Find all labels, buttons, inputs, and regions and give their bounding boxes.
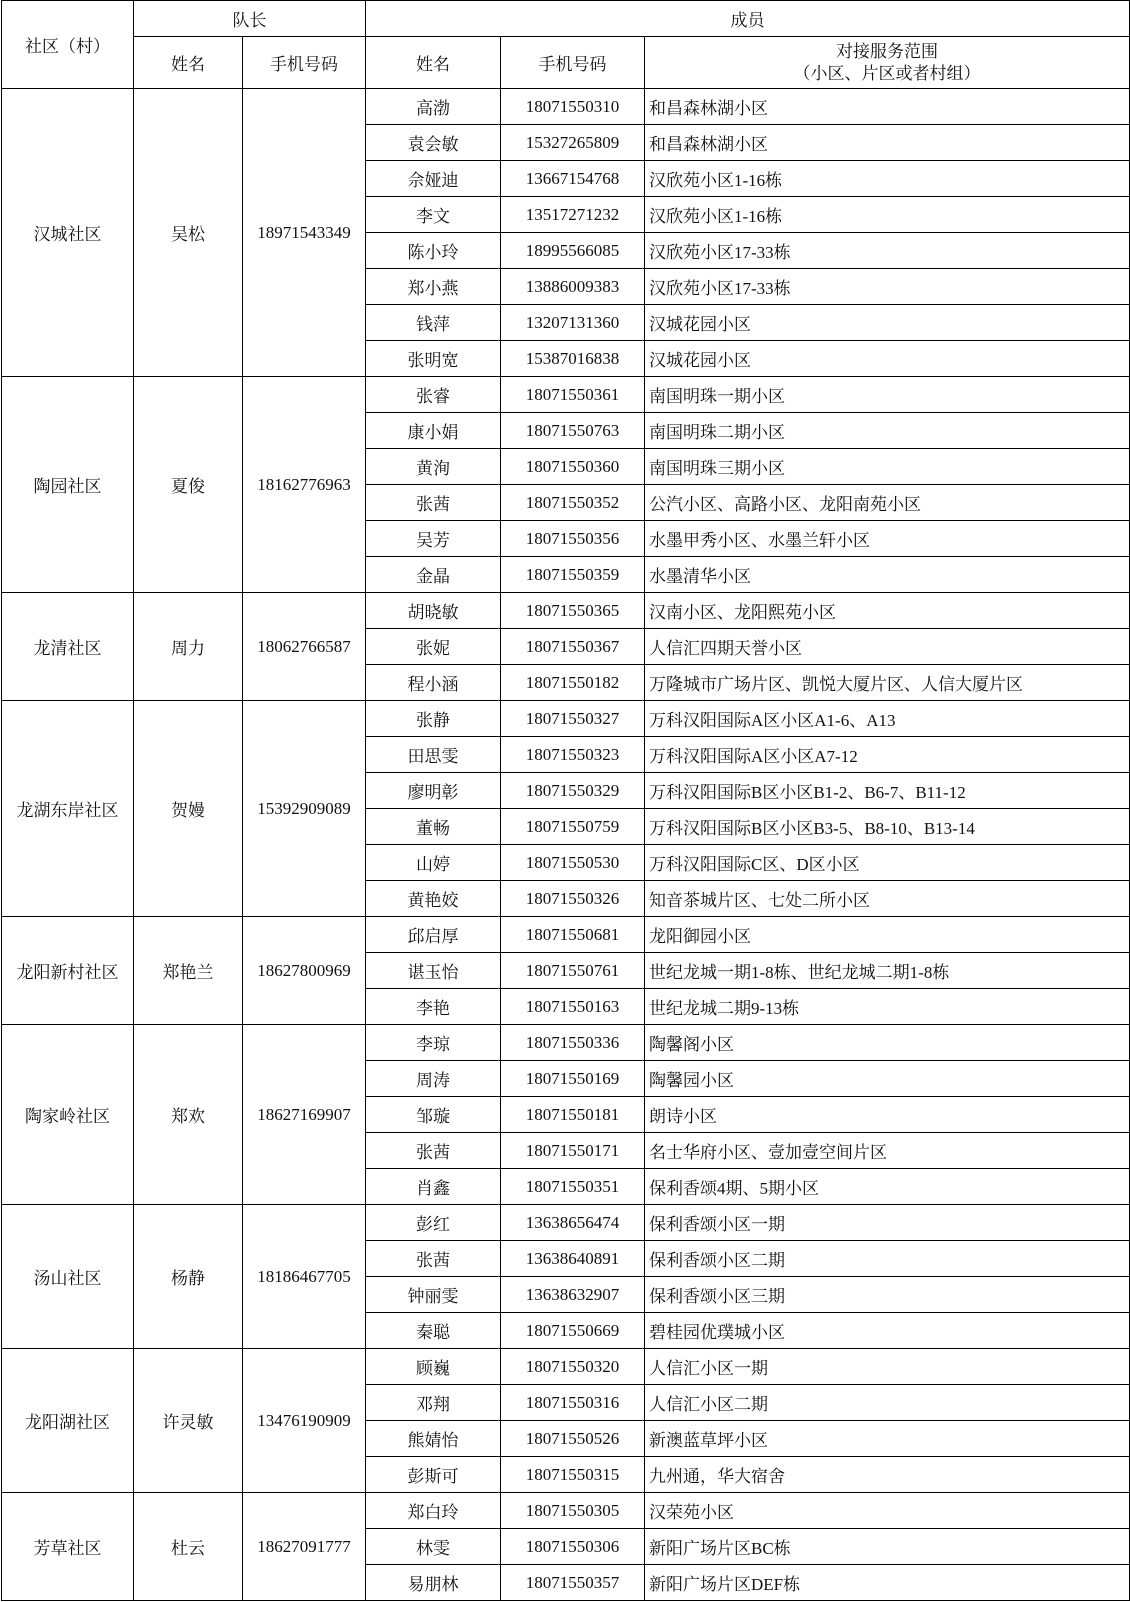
member-name-cell: 秦聪 [366, 1313, 501, 1349]
member-phone-cell: 18071550357 [501, 1565, 645, 1601]
service-area-cell: 保利香颂小区三期 [645, 1277, 1130, 1313]
member-name-cell: 董畅 [366, 809, 501, 845]
service-area-cell: 知音茶城片区、七处二所小区 [645, 881, 1130, 917]
service-area-cell: 公汽小区、高路小区、龙阳南苑小区 [645, 485, 1130, 521]
member-name-cell: 邱启厚 [366, 917, 501, 953]
member-name-cell: 周涛 [366, 1061, 501, 1097]
table-row [2, 701, 1130, 737]
captain-phone-cell: 18627169907 [243, 1025, 366, 1205]
member-name-cell: 袁会敏 [366, 125, 501, 161]
service-area-cell: 水墨清华小区 [645, 557, 1130, 593]
service-area-cell: 汉欣苑小区1-16栋 [645, 161, 1130, 197]
service-area-cell: 保利香颂小区一期 [645, 1205, 1130, 1241]
member-phone-cell: 18071550305 [501, 1493, 645, 1529]
service-area-cell: 世纪龙城一期1-8栋、世纪龙城二期1-8栋 [645, 953, 1130, 989]
member-phone-cell: 18071550163 [501, 989, 645, 1025]
member-name-cell: 顾巍 [366, 1349, 501, 1385]
member-phone-cell: 18071550530 [501, 845, 645, 881]
member-name-cell: 张静 [366, 701, 501, 737]
member-phone-cell: 13667154768 [501, 161, 645, 197]
captain-phone-cell: 18627091777 [243, 1493, 366, 1601]
member-phone-cell: 18071550306 [501, 1529, 645, 1565]
member-phone-cell: 18071550351 [501, 1169, 645, 1205]
community-name-cell: 汉城社区 [2, 89, 134, 377]
service-area-cell: 万科汉阳国际B区小区B3-5、B8-10、B13-14 [645, 809, 1130, 845]
service-area-cell: 朗诗小区 [645, 1097, 1130, 1133]
captain-phone-cell: 18162776963 [243, 377, 366, 593]
header-member-phone: 手机号码 [501, 37, 645, 89]
service-area-cell: 世纪龙城二期9-13栋 [645, 989, 1130, 1025]
member-name-cell: 山婷 [366, 845, 501, 881]
member-phone-cell: 13207131360 [501, 305, 645, 341]
service-area-cell: 汉城花园小区 [645, 305, 1130, 341]
header-captain-phone: 手机号码 [243, 37, 366, 89]
community-name-cell: 陶家岭社区 [2, 1025, 134, 1205]
service-area-cell: 南国明珠三期小区 [645, 449, 1130, 485]
member-name-cell: 易朋林 [366, 1565, 501, 1601]
service-area-cell: 名士华府小区、壹加壹空间片区 [645, 1133, 1130, 1169]
captain-phone-cell: 18627800969 [243, 917, 366, 1025]
member-name-cell: 田思雯 [366, 737, 501, 773]
captain-name-cell: 郑欢 [134, 1025, 243, 1205]
member-name-cell: 康小娟 [366, 413, 501, 449]
member-phone-cell: 18071550329 [501, 773, 645, 809]
captain-name-cell: 许灵敏 [134, 1349, 243, 1493]
member-name-cell: 林雯 [366, 1529, 501, 1565]
member-phone-cell: 18071550182 [501, 665, 645, 701]
table-row [2, 917, 1130, 953]
member-phone-cell: 13638656474 [501, 1205, 645, 1241]
service-area-cell: 万科汉阳国际C区、D区小区 [645, 845, 1130, 881]
table-row [2, 1349, 1130, 1385]
member-phone-cell: 13638640891 [501, 1241, 645, 1277]
header-community: 社区（村） [2, 1, 134, 89]
service-area-cell: 和昌森林湖小区 [645, 125, 1130, 161]
member-phone-cell: 13517271232 [501, 197, 645, 233]
captain-name-cell: 杨静 [134, 1205, 243, 1349]
member-phone-cell: 18071550360 [501, 449, 645, 485]
service-area-cell: 陶馨阁小区 [645, 1025, 1130, 1061]
member-phone-cell: 18071550361 [501, 377, 645, 413]
member-name-cell: 张茜 [366, 485, 501, 521]
header-member-group: 成员 [366, 1, 1130, 37]
service-area-cell: 汉欣苑小区17-33栋 [645, 269, 1130, 305]
member-name-cell: 邓翔 [366, 1385, 501, 1421]
service-area-cell: 汉南小区、龙阳熙苑小区 [645, 593, 1130, 629]
member-phone-cell: 18995566085 [501, 233, 645, 269]
captain-phone-cell: 13476190909 [243, 1349, 366, 1493]
member-phone-cell: 18071550326 [501, 881, 645, 917]
header-captain-group: 队长 [134, 1, 366, 37]
member-name-cell: 张明宽 [366, 341, 501, 377]
captain-name-cell: 贺嫚 [134, 701, 243, 917]
service-area-cell: 万科汉阳国际A区小区A1-6、A13 [645, 701, 1130, 737]
member-name-cell: 李琼 [366, 1025, 501, 1061]
service-area-cell: 新阳广场片区DEF栋 [645, 1565, 1130, 1601]
table-row [2, 1493, 1130, 1529]
member-name-cell: 金晶 [366, 557, 501, 593]
member-name-cell: 熊婧怡 [366, 1421, 501, 1457]
member-name-cell: 郑小燕 [366, 269, 501, 305]
header-scope-line2: （小区、片区或者村组） [793, 63, 981, 84]
member-name-cell: 钟丽雯 [366, 1277, 501, 1313]
community-name-cell: 龙阳新村社区 [2, 917, 134, 1025]
service-area-cell: 万科汉阳国际B区小区B1-2、B6-7、B11-12 [645, 773, 1130, 809]
member-name-cell: 张妮 [366, 629, 501, 665]
service-area-cell: 汉城花园小区 [645, 341, 1130, 377]
community-team-table [1, 0, 1130, 1601]
captain-name-cell: 郑艳兰 [134, 917, 243, 1025]
member-phone-cell: 18071550181 [501, 1097, 645, 1133]
member-phone-cell: 18071550171 [501, 1133, 645, 1169]
service-area-cell: 汉荣苑小区 [645, 1493, 1130, 1529]
table-row [2, 377, 1130, 413]
community-name-cell: 龙湖东岸社区 [2, 701, 134, 917]
member-phone-cell: 18071550669 [501, 1313, 645, 1349]
member-name-cell: 张睿 [366, 377, 501, 413]
community-name-cell: 汤山社区 [2, 1205, 134, 1349]
service-area-cell: 九州通，华大宿舍 [645, 1457, 1130, 1493]
service-area-cell: 新阳广场片区BC栋 [645, 1529, 1130, 1565]
header-service-scope [645, 37, 1130, 89]
member-phone-cell: 18071550681 [501, 917, 645, 953]
service-area-cell: 南国明珠一期小区 [645, 377, 1130, 413]
member-phone-cell: 18071550320 [501, 1349, 645, 1385]
table-row [2, 1025, 1130, 1061]
member-name-cell: 廖明彰 [366, 773, 501, 809]
member-phone-cell: 18071550315 [501, 1457, 645, 1493]
service-area-cell: 人信汇四期天誉小区 [645, 629, 1130, 665]
member-name-cell: 钱萍 [366, 305, 501, 341]
member-name-cell: 彭红 [366, 1205, 501, 1241]
member-phone-cell: 13638632907 [501, 1277, 645, 1313]
member-phone-cell: 18071550336 [501, 1025, 645, 1061]
member-name-cell: 吴芳 [366, 521, 501, 557]
member-phone-cell: 18071550323 [501, 737, 645, 773]
member-phone-cell: 18071550367 [501, 629, 645, 665]
service-area-cell: 汉欣苑小区1-16栋 [645, 197, 1130, 233]
member-phone-cell: 18071550759 [501, 809, 645, 845]
header-captain-name: 姓名 [134, 37, 243, 89]
member-name-cell: 陈小玲 [366, 233, 501, 269]
service-area-cell: 龙阳御园小区 [645, 917, 1130, 953]
member-name-cell: 张茜 [366, 1241, 501, 1277]
captain-name-cell: 夏俊 [134, 377, 243, 593]
member-phone-cell: 18071550356 [501, 521, 645, 557]
table-header [2, 1, 1130, 89]
member-phone-cell: 18071550316 [501, 1385, 645, 1421]
member-phone-cell: 18071550169 [501, 1061, 645, 1097]
service-area-cell: 和昌森林湖小区 [645, 89, 1130, 125]
header-scope-line1: 对接服务范围 [836, 41, 939, 62]
community-name-cell: 陶园社区 [2, 377, 134, 593]
service-area-cell: 南国明珠二期小区 [645, 413, 1130, 449]
service-area-cell: 保利香颂4期、5期小区 [645, 1169, 1130, 1205]
captain-phone-cell: 15392909089 [243, 701, 366, 917]
member-phone-cell: 18071550761 [501, 953, 645, 989]
member-name-cell: 肖鑫 [366, 1169, 501, 1205]
table-body [2, 89, 1130, 1601]
service-area-cell: 陶馨园小区 [645, 1061, 1130, 1097]
member-phone-cell: 18071550352 [501, 485, 645, 521]
table-row [2, 89, 1130, 125]
community-name-cell: 龙阳湖社区 [2, 1349, 134, 1493]
member-phone-cell: 18071550359 [501, 557, 645, 593]
member-name-cell: 李文 [366, 197, 501, 233]
service-area-cell: 人信汇小区一期 [645, 1349, 1130, 1385]
service-area-cell: 新澳蓝草坪小区 [645, 1421, 1130, 1457]
captain-phone-cell: 18186467705 [243, 1205, 366, 1349]
service-area-cell: 汉欣苑小区17-33栋 [645, 233, 1130, 269]
captain-phone-cell: 18971543349 [243, 89, 366, 377]
service-area-cell: 碧桂园优璞城小区 [645, 1313, 1130, 1349]
captain-phone-cell: 18062766587 [243, 593, 366, 701]
service-area-cell: 水墨甲秀小区、水墨兰轩小区 [645, 521, 1130, 557]
member-name-cell: 李艳 [366, 989, 501, 1025]
service-area-cell: 人信汇小区二期 [645, 1385, 1130, 1421]
service-area-cell: 保利香颂小区二期 [645, 1241, 1130, 1277]
member-phone-cell: 18071550327 [501, 701, 645, 737]
table-row [2, 593, 1130, 629]
member-name-cell: 黄洵 [366, 449, 501, 485]
member-name-cell: 佘娅迪 [366, 161, 501, 197]
member-name-cell: 张茜 [366, 1133, 501, 1169]
member-phone-cell: 18071550526 [501, 1421, 645, 1457]
service-area-cell: 万科汉阳国际A区小区A7-12 [645, 737, 1130, 773]
member-phone-cell: 18071550763 [501, 413, 645, 449]
member-phone-cell: 18071550365 [501, 593, 645, 629]
member-phone-cell: 15327265809 [501, 125, 645, 161]
member-name-cell: 谌玉怡 [366, 953, 501, 989]
service-area-cell: 万隆城市广场片区、凯悦大厦片区、人信大厦片区 [645, 665, 1130, 701]
member-name-cell: 邹璇 [366, 1097, 501, 1133]
captain-name-cell: 吴松 [134, 89, 243, 377]
member-phone-cell: 15387016838 [501, 341, 645, 377]
member-name-cell: 高渤 [366, 89, 501, 125]
captain-name-cell: 周力 [134, 593, 243, 701]
table-row [2, 1205, 1130, 1241]
header-member-name: 姓名 [366, 37, 501, 89]
member-phone-cell: 18071550310 [501, 89, 645, 125]
community-name-cell: 芳草社区 [2, 1493, 134, 1601]
community-name-cell: 龙清社区 [2, 593, 134, 701]
member-phone-cell: 13886009383 [501, 269, 645, 305]
member-name-cell: 胡晓敏 [366, 593, 501, 629]
member-name-cell: 黄艳姣 [366, 881, 501, 917]
member-name-cell: 郑白玲 [366, 1493, 501, 1529]
member-name-cell: 彭斯可 [366, 1457, 501, 1493]
captain-name-cell: 杜云 [134, 1493, 243, 1601]
member-name-cell: 程小涵 [366, 665, 501, 701]
